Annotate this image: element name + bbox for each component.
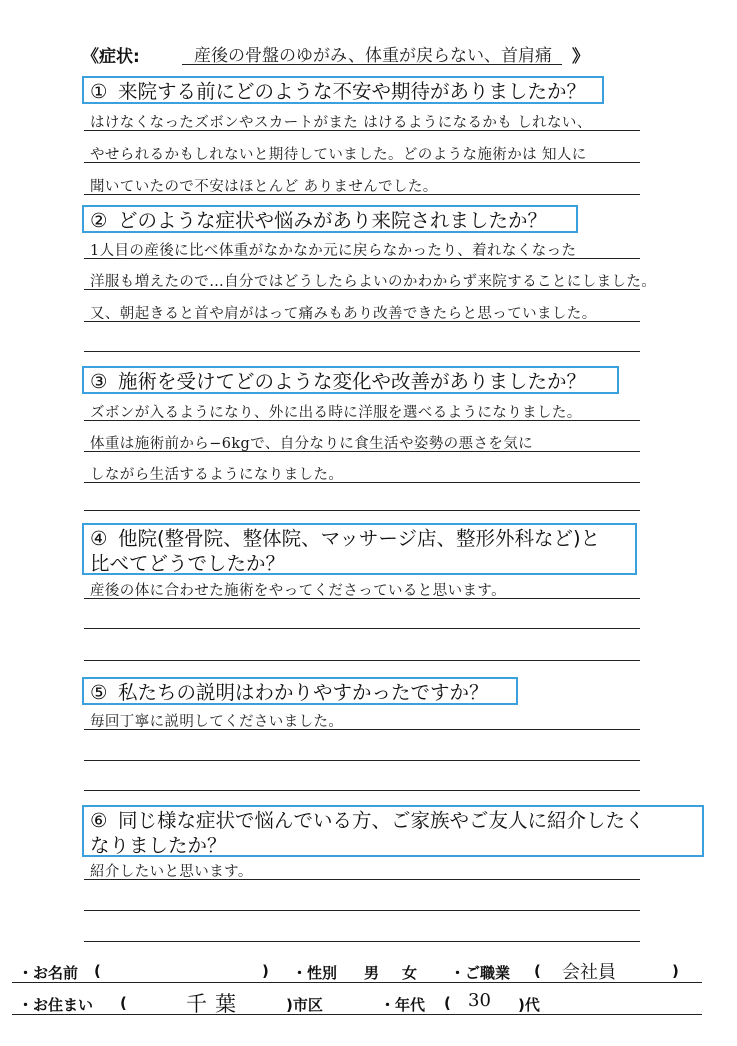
answer-2-line-3: 又、朝起きると首や肩がはって痛みもあり改善できたらと思っていました。 xyxy=(90,306,597,322)
answer-rule xyxy=(84,451,640,452)
answer-1-line-3: 聞いていたので不安はほとんど ありませんでした。 xyxy=(90,179,438,195)
question-6-text-line-1: 同じ様な症状で悩んでいる方、ご家族やご友人に紹介したく xyxy=(118,809,645,832)
answer-rule xyxy=(84,130,640,131)
answer-rule xyxy=(84,510,640,511)
gender-female: 女 xyxy=(402,964,418,982)
address-label: ・お住まい xyxy=(18,996,94,1014)
question-5-text: 私たちの説明はわかりやすかったですか？ xyxy=(118,681,489,704)
answer-5-line-1: 毎回丁寧に説明してくださいました。 xyxy=(90,714,344,730)
answer-3-line-3: しながら生活するようになりました。 xyxy=(90,467,344,483)
answer-rule xyxy=(84,660,640,661)
question-2-number: ② xyxy=(90,209,108,232)
address-close-city: )市区 xyxy=(286,996,323,1014)
question-4-box xyxy=(82,523,637,575)
question-3-text: 施術を受けてどのような変化や改善がありましたか？ xyxy=(118,370,587,393)
answer-rule xyxy=(84,941,640,942)
name-label: ・お名前 xyxy=(18,964,79,982)
job-value: 会社員 xyxy=(562,962,616,983)
age-close-suffix: )代 xyxy=(518,996,540,1014)
answer-rule xyxy=(84,258,640,259)
gender-label: ・性別 xyxy=(292,964,338,982)
question-1-number: ① xyxy=(90,80,108,103)
answer-rule xyxy=(84,760,640,761)
answer-rule xyxy=(84,162,640,163)
address-value: 千葉 xyxy=(186,992,244,1016)
answer-rule xyxy=(84,420,640,421)
job-label: ・ご職業 xyxy=(450,964,511,982)
answer-4-line-1: 産後の体に合わせた施術をやってくださっていると思います。 xyxy=(90,583,507,599)
answer-3-line-2: 体重は施術前から−6kgで、自分なりに食生活や姿勢の悪さを気に xyxy=(90,436,534,452)
answer-1-line-1: はけなくなったズボンやスカートがまた はけるようになるかも しれない、 xyxy=(90,115,592,131)
job-open-paren: ( xyxy=(534,962,541,980)
question-6-box xyxy=(82,805,704,857)
answer-rule xyxy=(84,790,640,791)
symptom-underline xyxy=(182,64,562,65)
gender-male: 男 xyxy=(364,964,380,982)
answer-2-line-2: 洋服も増えたので…自分ではどうしたらよいのかわからず来院することにしました。 xyxy=(90,274,657,290)
answer-rule xyxy=(84,628,640,629)
symptom-label: 《症状: xyxy=(82,47,140,67)
question-4-number: ④ xyxy=(90,527,108,550)
answer-6-line-1: 紹介したいと思います。 xyxy=(90,864,253,880)
question-6-text-line-2: なりましたか？ xyxy=(90,834,227,857)
answer-rule xyxy=(84,194,640,195)
question-3-number: ③ xyxy=(90,370,108,393)
question-1-box xyxy=(82,76,604,104)
question-4-text-line-1: 他院(整骨院、整体院、マッサージ店、整形外科など)と xyxy=(118,527,601,550)
answer-rule xyxy=(84,598,640,599)
footer-row-1 xyxy=(0,958,737,984)
answer-3-line-1: ズボンが入るようになり、外に出る時に洋服を選べるようになりました。 xyxy=(90,405,582,421)
answer-rule xyxy=(84,910,640,911)
answer-rule xyxy=(84,351,640,352)
address-open-paren: ( xyxy=(120,994,127,1012)
question-5-number: ⑤ xyxy=(90,681,108,704)
name-close-paren: ) xyxy=(262,962,269,980)
answer-2-line-1: 1人目の産後に比べ体重がなかなか元に戻らなかったり、着れなくなった xyxy=(90,243,577,259)
answer-rule xyxy=(84,321,640,322)
answer-1-line-2: やせられるかもしれないと期待していました。どのような施術かは 知人に xyxy=(90,147,587,163)
job-close-paren: ) xyxy=(672,962,679,980)
answer-rule xyxy=(84,289,640,290)
question-2-text: どのような症状や悩みがあり来院されましたか？ xyxy=(118,209,548,232)
answer-rule xyxy=(84,729,640,730)
question-6-number: ⑥ xyxy=(90,809,108,832)
age-open-paren: ( xyxy=(444,994,451,1012)
symptom-value: 産後の骨盤のゆがみ、体重が戻らない、首肩痛 xyxy=(194,46,553,66)
question-4-text-line-2: 比べてどうでしたか？ xyxy=(90,552,286,575)
footer-rule-1 xyxy=(12,982,702,983)
symptom-header xyxy=(82,40,602,68)
question-5-box xyxy=(82,677,518,705)
answer-rule xyxy=(84,879,640,880)
answer-rule xyxy=(84,482,640,483)
question-3-box xyxy=(82,366,619,394)
question-2-box xyxy=(82,205,578,233)
age-value: 30 xyxy=(468,990,491,1011)
footer-rule-2 xyxy=(12,1014,702,1015)
footer-row-2 xyxy=(0,990,737,1016)
symptom-close: 》 xyxy=(572,47,589,67)
age-label: ・年代 xyxy=(380,996,426,1014)
name-open-paren: ( xyxy=(94,962,101,980)
question-1-text: 来院する前にどのような不安や期待がありましたか？ xyxy=(118,80,587,103)
